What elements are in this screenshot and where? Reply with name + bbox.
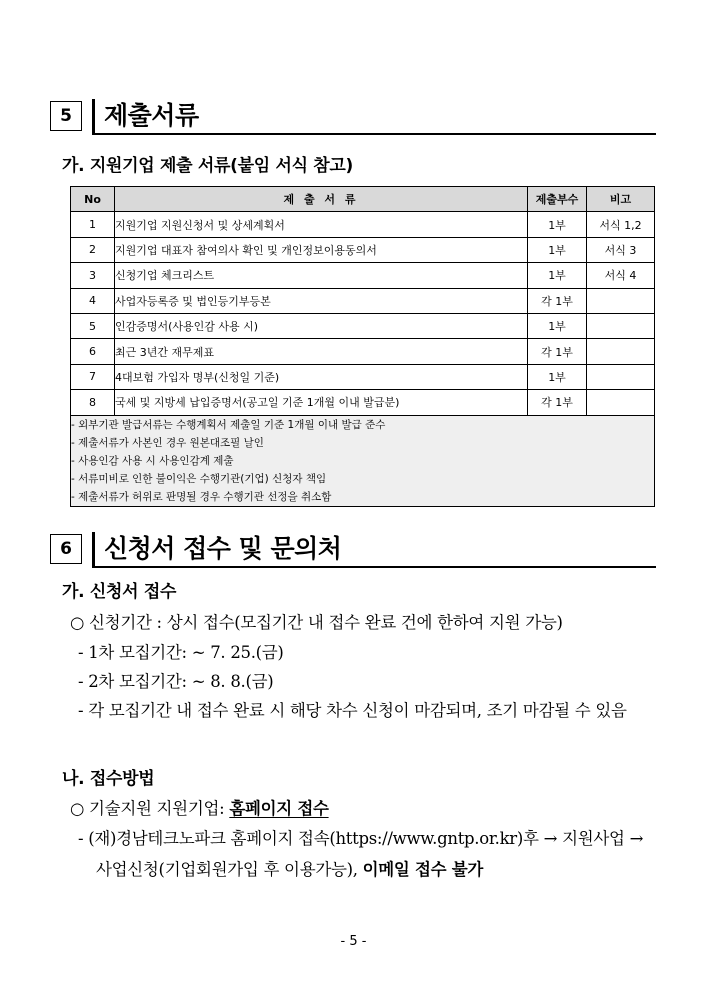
- section-underline: [92, 566, 656, 568]
- cell-no: 7: [71, 364, 115, 389]
- subheading-submission-docs: 가. 지원기업 제출 서류(붙임 서식 참고): [62, 156, 354, 176]
- round1-period: - 1차 모집기간: ~ 7. 25.(금): [78, 643, 284, 662]
- table-row: [71, 390, 655, 415]
- cell-note: [587, 390, 655, 415]
- cell-no: 6: [71, 339, 115, 364]
- section-number: 6: [50, 534, 82, 564]
- note-line: - 제출서류가 허위로 판명될 경우 수행기관 선정을 취소함: [71, 490, 332, 503]
- cell-doc: 최근 3년간 재무제표: [115, 339, 528, 364]
- section-bar: [92, 532, 95, 566]
- table-row: [71, 364, 655, 389]
- cell-doc: 사업자등록증 및 법인등기부등본: [115, 288, 528, 313]
- table-notes: [71, 415, 655, 506]
- cell-doc: 지원기업 지원신청서 및 상세계획서: [115, 212, 528, 237]
- header-doc: 제 출 서 류: [115, 187, 528, 212]
- cell-note: 서식 4: [587, 263, 655, 288]
- method-line-1: [70, 795, 329, 819]
- table-row: [71, 263, 655, 288]
- subheading-reception: 가. 신청서 접수: [62, 582, 177, 602]
- cell-no: 8: [71, 390, 115, 415]
- section-6-header: [50, 532, 656, 566]
- cell-doc: 4대보험 가입자 명부(신청일 기준): [115, 364, 528, 389]
- subheading-method: 나. 접수방법: [62, 769, 155, 789]
- cell-doc: 인감증명서(사용인감 사용 시): [115, 313, 528, 338]
- cell-no: 3: [71, 263, 115, 288]
- round2-period: - 2차 모집기간: ~ 8. 8.(금): [78, 672, 274, 691]
- reception-period: ○ 신청기간 : 상시 접수(모집기간 내 접수 완료 건에 한하여 지원 가능): [70, 613, 563, 632]
- header-no: No: [71, 187, 115, 212]
- table-row: [71, 288, 655, 313]
- cell-copies: 1부: [528, 237, 587, 262]
- table-row: [71, 339, 655, 364]
- table-header-row: [71, 187, 655, 212]
- cell-note: 서식 1,2: [587, 212, 655, 237]
- section-title: 신청서 접수 및 문의처: [104, 534, 342, 563]
- cell-no: 4: [71, 288, 115, 313]
- table-row: [71, 212, 655, 237]
- cell-no: 2: [71, 237, 115, 262]
- section-underline: [92, 133, 656, 135]
- cell-copies: 1부: [528, 313, 587, 338]
- table-notes-row: [71, 415, 655, 506]
- section-bar: [92, 99, 95, 133]
- cell-copies: 각 1부: [528, 288, 587, 313]
- header-copies: 제출부수: [528, 187, 587, 212]
- section-5-header: [50, 99, 656, 133]
- note-line: - 제출서류가 사본인 경우 원본대조필 날인: [71, 436, 264, 449]
- cell-note: 서식 3: [587, 237, 655, 262]
- page-number: - 5 -: [340, 934, 367, 949]
- cell-note: [587, 313, 655, 338]
- note-line: - 외부기관 발급서류는 수행계획서 제출일 기준 1개월 이내 발급 준수: [71, 418, 386, 431]
- note-line: - 서류미비로 인한 불이익은 수행기관(기업) 신청자 책임: [71, 472, 327, 485]
- early-close-note: - 각 모집기간 내 접수 완료 시 해당 차수 신청이 마감되며, 조기 마감될 수 있음: [78, 701, 627, 720]
- method-line-3: [96, 856, 483, 880]
- cell-doc: 신청기업 체크리스트: [115, 263, 528, 288]
- cell-note: [587, 339, 655, 364]
- cell-doc: 지원기업 대표자 참여의사 확인 및 개인정보이용동의서: [115, 237, 528, 262]
- method-line-3-prefix: 사업신청(기업회원가입 후 이용가능),: [96, 860, 363, 879]
- documents-table: [70, 186, 655, 507]
- cell-no: 1: [71, 212, 115, 237]
- cell-copies: 1부: [528, 212, 587, 237]
- section-number: 5: [50, 101, 82, 131]
- table-row: [71, 313, 655, 338]
- header-note: 비고: [587, 187, 655, 212]
- cell-copies: 각 1부: [528, 390, 587, 415]
- homepage-reception-emphasis: 홈페이지 접수: [229, 799, 329, 818]
- table-row: [71, 237, 655, 262]
- cell-copies: 각 1부: [528, 339, 587, 364]
- method-line-2: - (재)경남테크노파크 홈페이지 접속(https://www.gntp.or.kr)후 → 지원사업 →: [78, 829, 644, 848]
- cell-copies: 1부: [528, 364, 587, 389]
- cell-note: [587, 288, 655, 313]
- note-line: - 사용인감 사용 시 사용인감계 제출: [71, 454, 234, 467]
- cell-doc: 국세 및 지방세 납입증명서(공고일 기준 1개월 이내 발급분): [115, 390, 528, 415]
- no-email-emphasis: 이메일 접수 불가: [362, 860, 484, 879]
- cell-copies: 1부: [528, 263, 587, 288]
- cell-note: [587, 364, 655, 389]
- section-title: 제출서류: [104, 101, 199, 130]
- method-line-1-prefix: ○ 기술지원 지원기업:: [70, 799, 230, 818]
- cell-no: 5: [71, 313, 115, 338]
